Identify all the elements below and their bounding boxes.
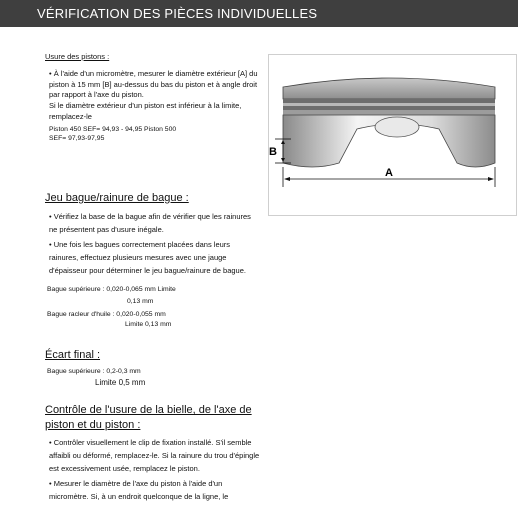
rod-pin-title-line-2: piston et du piston : — [45, 419, 141, 431]
piston-wear-note: Si le diamètre extérieur d'un piston est inférieur à la limite, remplacez-le — [49, 101, 242, 121]
dimension-a-arrow-left — [284, 177, 290, 181]
piston-crown — [283, 78, 495, 99]
rod-pin-bullet-2: • Mesurer le diamètre de l'axe du piston à l'aide d'un micromètre. Si, à un endroit quelconque de la ligne, le — [49, 478, 229, 501]
ring-groove-3 — [283, 110, 495, 115]
end-gap-limit: Limite 0,5 mm — [95, 378, 146, 387]
page-title: VÉRIFICATION DES PIÈCES INDIVIDUELLES — [37, 6, 318, 21]
dimension-a-arrow-right — [488, 177, 494, 181]
oil-ring-limit: Limite 0,13 mm — [125, 321, 172, 328]
piston-wear-title: Usure des pistons : — [45, 52, 110, 61]
label-a: A — [385, 167, 393, 179]
ring-groove-bullet-2: • Une fois les bagues correctement placées dans leurs rainures, effectuez plusieurs mesures avec une jauge d'épaisseur pour déterminer le jeu bague/rainure de bague. — [49, 240, 246, 275]
end-gap-section — [45, 348, 260, 387]
page-header — [0, 0, 518, 27]
ring-groove-bullet-1: • Vérifiez la base de la bague afin de vérifier que les rainures ne présentent pas d'usure inégale. — [49, 212, 251, 234]
rod-pin-title-line-1: Contrôle de l'usure de la bielle, de l'axe de — [45, 404, 252, 416]
ring-groove-section — [45, 191, 260, 329]
oil-ring-clearance: Bague racleur d'huile : 0,020-0,055 mm — [47, 311, 166, 318]
piston-spec-450: Piston 450 SEF= 94,93 - 94,95 Piston 500 — [49, 125, 177, 133]
ring-groove-2 — [283, 106, 495, 110]
piston-wear-instruction: • À l'aide d'un micromètre, mesurer le diamètre extérieur [A] du piston à 15 mm [B] au-dessus du bas du piston et à angle droit par rapport à l'axe du piston. — [49, 68, 258, 100]
end-gap-title: Écart final : — [45, 349, 101, 361]
ring-groove-1 — [283, 99, 495, 103]
rod-pin-bullet-1: • Contrôler visuellement le clip de fixation installé. S'il semble affaibli ou déformé, remplacez-le. Si la rainure du trou d'épingle est excessivement usée, remplacez le piston. — [49, 438, 260, 474]
piston-illustration — [269, 55, 516, 215]
label-b: B — [269, 146, 277, 158]
piston-diagram — [268, 54, 517, 216]
piston-spec-500: SEF= 97,93-97,95 — [49, 134, 105, 142]
pin-boss — [375, 117, 419, 137]
ring-land — [283, 103, 495, 106]
ring-groove-title: Jeu bague/rainure de bague : — [45, 192, 189, 204]
rod-pin-wear-section — [45, 403, 260, 503]
piston-wear-section — [45, 52, 260, 143]
end-gap-spec: Bague supérieure : 0,2-0,3 mm — [47, 368, 141, 375]
top-ring-limit: 0,13 mm — [127, 298, 154, 305]
top-ring-clearance: Bague supérieure : 0,020-0,065 mm Limite — [47, 286, 176, 293]
